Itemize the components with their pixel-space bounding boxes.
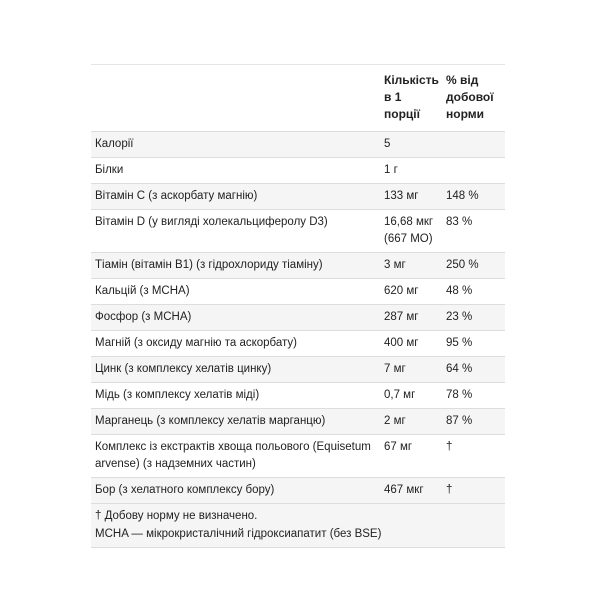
ingredient-amount: 0,7 мг [381,383,443,409]
ingredient-amount: 620 мг [381,279,443,305]
ingredient-amount: 16,68 мкг (667 МО) [381,210,443,253]
ingredient-name: Тіамін (вітамін B1) (з гідрохлориду тіаміну) [91,253,381,279]
header-amount-per-serving: Кількість в 1 порції [381,65,443,132]
ingredient-daily-value: 64 % [443,357,505,383]
table-row [91,331,505,357]
table-row [91,435,505,478]
ingredient-name: Цинк (з комплексу хелатів цинку) [91,357,381,383]
ingredient-daily-value: 250 % [443,253,505,279]
ingredient-name: Фосфор (з MCHA) [91,305,381,331]
table-row [91,210,505,253]
ingredient-name: Магній (з оксиду магнію та аскорбату) [91,331,381,357]
ingredient-daily-value: † [443,435,505,478]
ingredient-daily-value: 95 % [443,331,505,357]
ingredient-daily-value: 83 % [443,210,505,253]
ingredient-daily-value: 148 % [443,184,505,210]
table-row [91,409,505,435]
ingredient-daily-value: 23 % [443,305,505,331]
ingredient-name: Кальцій (з MCHA) [91,279,381,305]
table-row [91,253,505,279]
ingredient-name: Білки [91,158,381,184]
table-row [91,478,505,504]
header-daily-value: % від добової норми [443,65,505,132]
ingredient-amount: 2 мг [381,409,443,435]
header-ingredient [91,65,381,132]
ingredient-name: Вітамін D (у вигляді холекальциферолу D3) [91,210,381,253]
ingredient-daily-value [443,158,505,184]
ingredient-amount: 7 мг [381,357,443,383]
ingredient-amount: 133 мг [381,184,443,210]
ingredient-name: Комплекс із екстрактів хвоща польового (Equisetum arvense) (з надземних частин) [91,435,381,478]
ingredient-name: Мідь (з комплексу хелатів міді) [91,383,381,409]
ingredient-amount: 467 мкг [381,478,443,504]
table-row [91,305,505,331]
table-header-row [91,65,505,132]
ingredient-name: Бор (з хелатного комплексу бору) [91,478,381,504]
ingredient-amount: 287 мг [381,305,443,331]
ingredient-daily-value [443,132,505,158]
ingredient-daily-value: 48 % [443,279,505,305]
supplement-facts-panel [91,64,505,548]
ingredient-amount: 3 мг [381,253,443,279]
ingredient-amount: 5 [381,132,443,158]
ingredient-amount: 67 мг [381,435,443,478]
ingredient-amount: 1 г [381,158,443,184]
ingredient-amount: 400 мг [381,331,443,357]
ingredient-daily-value: † [443,478,505,504]
table-body [91,132,505,504]
footnote-mcha: MCHA — мікрокристалічний гідроксиапатит (без BSE) [95,528,382,540]
ingredient-name: Вітамін С (з аскорбату магнію) [91,184,381,210]
ingredient-daily-value: 87 % [443,409,505,435]
table-row [91,184,505,210]
table-row [91,357,505,383]
table-row [91,132,505,158]
table-row [91,383,505,409]
table-footnotes [91,504,505,548]
ingredient-name: Марганець (з комплексу хелатів марганцю) [91,409,381,435]
nutrition-table [91,64,505,504]
table-row [91,158,505,184]
ingredient-name: Калорії [91,132,381,158]
table-row [91,279,505,305]
footnote-dagger: † Добову норму не визначено. [95,510,258,522]
ingredient-daily-value: 78 % [443,383,505,409]
